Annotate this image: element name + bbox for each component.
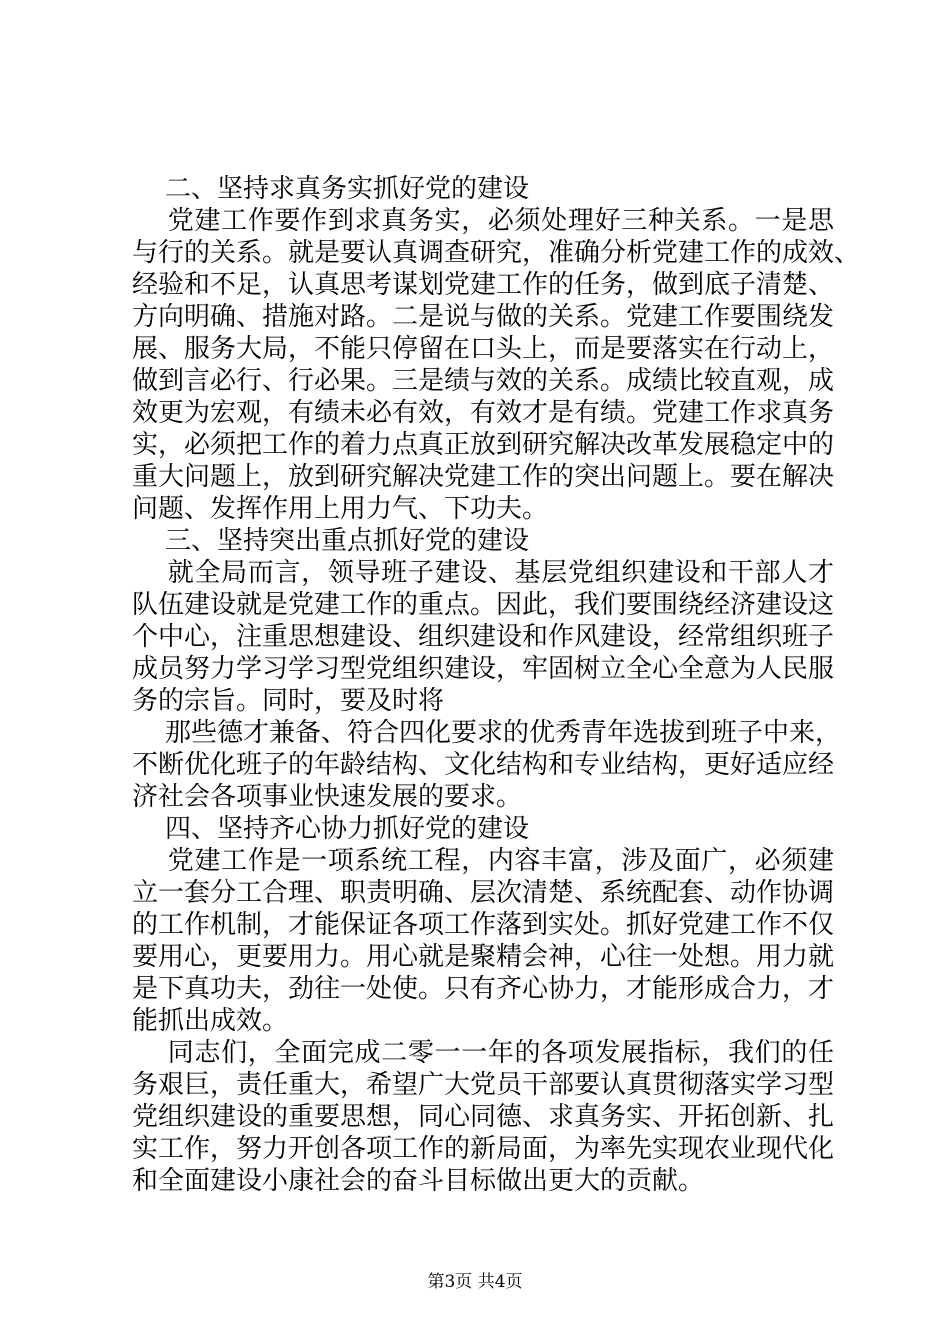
text-line: 是下真功夫，劲往一处使。只有齐心协力，才能形成合力，才: [132, 974, 835, 1004]
document-body: [132, 173, 861, 1197]
page-footer: 第3页 共4页: [427, 1272, 523, 1292]
text-line: 成员努力学习学习型党组织建设，牢固树立全心全意为人民服: [132, 654, 835, 684]
text-line: 方向明确、措施对路。二是说与做的关系。党建工作要围绕发: [132, 302, 835, 332]
text-line: 党建工作是一项系统工程，内容丰富，涉及面广，必须建: [132, 846, 834, 876]
text-line: 重大问题上，放到研究解决党建工作的突出问题上。要在解决: [132, 462, 835, 492]
text-line: 问题、发挥作用上用力气、下功夫。: [132, 494, 549, 524]
text-line: 实工作，努力开创各项工作的新局面，为率先实现农业现代化: [132, 1134, 835, 1164]
text-line: 能抓出成效。: [132, 1006, 289, 1036]
text-line: 做到言必行、行必果。三是绩与效的关系。成绩比较直观，成: [132, 366, 835, 396]
text-line: 三、坚持突出重点抓好党的建设: [132, 526, 530, 556]
text-line: 队伍建设就是党建工作的重点。因此，我们要围绕经济建设这: [132, 590, 835, 620]
text-line: 展、服务大局，不能只停留在口头上，而是要落实在行动上，: [132, 334, 835, 364]
text-line: 个中心，注重思想建设、组织建设和作风建设，经常组织班子: [132, 622, 835, 652]
text-line: 济社会各项事业快速发展的要求。: [132, 782, 523, 812]
text-line: 党建工作要作到求真务实，必须处理好三种关系。一是思: [132, 206, 834, 236]
text-line: 同志们，全面完成二零一一年的各项发展指标，我们的任: [132, 1038, 834, 1068]
text-line: 那些德才兼备、符合四化要求的优秀青年选拔到班子中来，: [132, 718, 842, 748]
text-line: 和全面建设小康社会的奋斗目标做出更大的贡献。: [132, 1166, 705, 1196]
text-line: 立一套分工合理、职责明确、层次清楚、系统配套、动作协调: [132, 878, 835, 908]
text-line: 实，必须把工作的着力点真正放到研究解决改革发展稳定中的: [132, 430, 835, 460]
text-line: 效更为宏观，有绩未必有效，有效才是有绩。党建工作求真务: [132, 398, 835, 428]
text-line: 四、坚持齐心协力抓好党的建设: [132, 814, 530, 844]
text-line: 与行的关系。就是要认真调查研究，准确分析党建工作的成效、: [132, 238, 861, 268]
text-line: 二、坚持求真务实抓好党的建设: [132, 174, 530, 204]
text-line: 要用心，更要用力。用心就是聚精会神，心往一处想。用力就: [132, 942, 835, 972]
text-line: 党组织建设的重要思想，同心同德、求真务实、开拓创新、扎: [132, 1102, 835, 1132]
text-line: 的工作机制，才能保证各项工作落到实处。抓好党建工作不仅: [132, 910, 835, 940]
text-line: 务的宗旨。同时，要及时将: [132, 686, 445, 716]
text-line: 经验和不足，认真思考谋划党建工作的任务，做到底子清楚、: [132, 270, 835, 300]
text-line: 不断优化班子的年龄结构、文化结构和专业结构，更好适应经: [132, 750, 835, 780]
text-line: 务艰巨，责任重大，希望广大党员干部要认真贯彻落实学习型: [132, 1070, 835, 1100]
text-line: 就全局而言，领导班子建设、基层党组织建设和干部人才: [132, 558, 834, 588]
